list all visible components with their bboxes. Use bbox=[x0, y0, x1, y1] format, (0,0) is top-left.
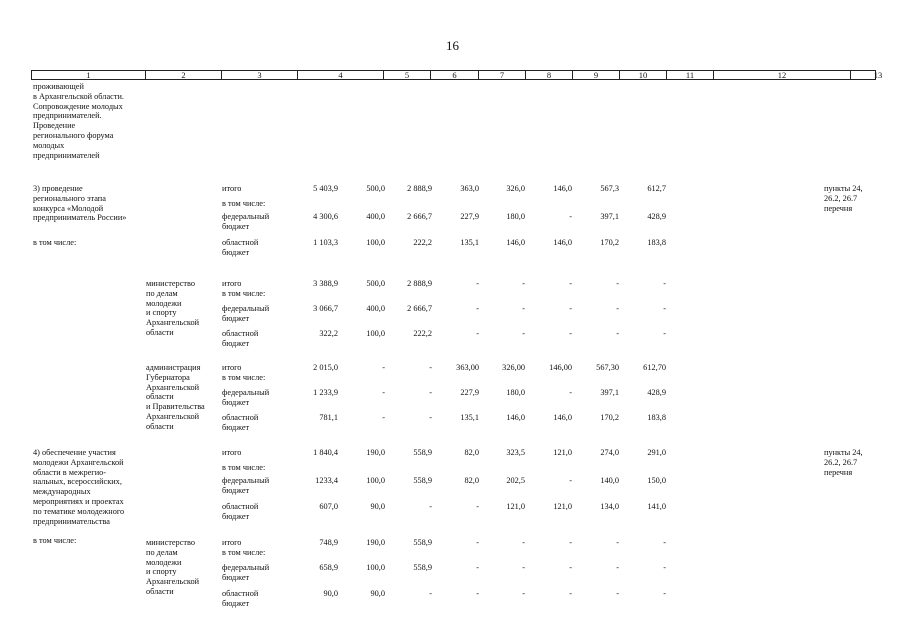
cell-value: 1233,4 bbox=[315, 476, 338, 485]
col-header: 1 bbox=[32, 71, 146, 79]
row-label: итого в том числе: bbox=[222, 538, 266, 557]
row-label: областной бюджет bbox=[222, 238, 259, 257]
cell-value: 180,0 bbox=[506, 212, 525, 221]
cell-value: 612,70 bbox=[643, 363, 666, 372]
row-label: итого в том числе: bbox=[222, 363, 266, 382]
row-label: федеральный бюджет bbox=[222, 304, 270, 323]
page-number: 16 bbox=[446, 38, 459, 53]
cell-value: 658,9 bbox=[319, 563, 338, 572]
cell-value: - bbox=[476, 563, 479, 572]
cell-value: - bbox=[569, 589, 572, 598]
cell-value: 140,0 bbox=[600, 476, 619, 485]
cell-value: 400,0 bbox=[366, 212, 385, 221]
cell-value: 1 840,4 bbox=[313, 448, 338, 457]
cell-value: - bbox=[522, 589, 525, 598]
cell-value: - bbox=[429, 363, 432, 372]
col-header: 7 bbox=[479, 71, 526, 79]
cell-value: - bbox=[616, 563, 619, 572]
cell-value: - bbox=[569, 538, 572, 547]
cell-value: 141,0 bbox=[647, 502, 666, 511]
cell-value: 397,1 bbox=[600, 212, 619, 221]
cell-value: 170,2 bbox=[600, 413, 619, 422]
cell-value: - bbox=[569, 476, 572, 485]
cell-value: 190,0 bbox=[366, 448, 385, 457]
cell-value: 567,30 bbox=[596, 363, 619, 372]
cell-value: - bbox=[663, 589, 666, 598]
col-header: 2 bbox=[146, 71, 222, 79]
cell-value: 146,0 bbox=[506, 238, 525, 247]
cell-value: - bbox=[569, 279, 572, 288]
cell-value: - bbox=[569, 388, 572, 397]
cell-value: 323,5 bbox=[506, 448, 525, 457]
cell-value: 274,0 bbox=[600, 448, 619, 457]
cell-value: 146,0 bbox=[553, 238, 572, 247]
cell-value: 748,9 bbox=[319, 538, 338, 547]
cell-value: 397,1 bbox=[600, 388, 619, 397]
cell-value: 363,00 bbox=[456, 363, 479, 372]
col-header: 12 bbox=[714, 71, 851, 79]
cell-value: 1 233,9 bbox=[313, 388, 338, 397]
section-title: 4) обеспечение участия молодежи Архангельской области в межрегио- нальных, всероссийских, международных мероприятиях и проектах по тематике молодежного предпринимательства bbox=[33, 448, 125, 526]
cell-value: - bbox=[616, 538, 619, 547]
row-label: итого в том числе: bbox=[222, 279, 266, 298]
cell-value: - bbox=[569, 329, 572, 338]
cell-value: - bbox=[476, 329, 479, 338]
col-header: 11 bbox=[667, 71, 714, 79]
executor-name: министерство по делам молодежи и спорту Архангельской области bbox=[146, 538, 200, 596]
cell-value: 100,0 bbox=[366, 563, 385, 572]
cell-value: 500,0 bbox=[366, 279, 385, 288]
cell-value: 82,0 bbox=[464, 448, 479, 457]
cell-value: 500,0 bbox=[366, 184, 385, 193]
cell-value: - bbox=[522, 329, 525, 338]
cell-value: 322,2 bbox=[319, 329, 338, 338]
cell-value: 190,0 bbox=[366, 538, 385, 547]
cell-value: 146,0 bbox=[506, 413, 525, 422]
points-reference: пункты 24, 26.2, 26.7 перечня bbox=[824, 184, 863, 213]
cell-value: 121,0 bbox=[506, 502, 525, 511]
cell-value: - bbox=[569, 563, 572, 572]
cell-value: 135,1 bbox=[460, 413, 479, 422]
cell-value: - bbox=[382, 388, 385, 397]
col-header: 9 bbox=[573, 71, 620, 79]
row-label: федеральный бюджет bbox=[222, 212, 270, 231]
row-label: областной бюджет bbox=[222, 589, 259, 608]
cell-value: 558,9 bbox=[413, 563, 432, 572]
cell-value: - bbox=[663, 563, 666, 572]
col-header: 6 bbox=[431, 71, 479, 79]
cell-value: 100,0 bbox=[366, 238, 385, 247]
col-header: 3 bbox=[222, 71, 298, 79]
cell-value: 146,00 bbox=[549, 363, 572, 372]
cell-value: - bbox=[522, 538, 525, 547]
row-label: федеральный бюджет bbox=[222, 563, 270, 582]
row-label: в том числе: bbox=[222, 199, 266, 208]
cell-value: 121,0 bbox=[553, 502, 572, 511]
col-header: 5 bbox=[384, 71, 431, 79]
cell-value: - bbox=[476, 304, 479, 313]
cell-value: 326,00 bbox=[502, 363, 525, 372]
executor-name: администрация Губернатора Архангельской области и Правительства Архангельской области bbox=[146, 363, 205, 431]
cell-value: - bbox=[569, 212, 572, 221]
cell-value: - bbox=[663, 304, 666, 313]
points-reference: пункты 24, 26.2, 26.7 перечня bbox=[824, 448, 863, 477]
cell-value: - bbox=[382, 413, 385, 422]
cell-value: 183,8 bbox=[647, 238, 666, 247]
col-header: 4 bbox=[298, 71, 384, 79]
row-label: федеральный бюджет bbox=[222, 476, 270, 495]
cell-value: 100,0 bbox=[366, 329, 385, 338]
cell-value: - bbox=[476, 279, 479, 288]
table-header bbox=[31, 70, 883, 80]
cell-value: 100,0 bbox=[366, 476, 385, 485]
cell-value: 3 388,9 bbox=[313, 279, 338, 288]
cell-value: 5 403,9 bbox=[313, 184, 338, 193]
in-that-number-label: в том числе: bbox=[33, 238, 77, 247]
cell-value: 781,1 bbox=[319, 413, 338, 422]
section-title: 3) проведение регионального этапа конкурса «Молодой предприниматель России» bbox=[33, 184, 127, 223]
col-header: 13 bbox=[873, 70, 883, 80]
cell-value: 150,0 bbox=[647, 476, 666, 485]
cell-value: 3 066,7 bbox=[313, 304, 338, 313]
cell-value: 558,9 bbox=[413, 476, 432, 485]
cell-value: 180,0 bbox=[506, 388, 525, 397]
cell-value: - bbox=[429, 388, 432, 397]
cell-value: 558,9 bbox=[413, 448, 432, 457]
row-label: итого bbox=[222, 448, 242, 457]
cell-value: 82,0 bbox=[464, 476, 479, 485]
cell-value: 202,5 bbox=[506, 476, 525, 485]
cell-value: - bbox=[429, 502, 432, 511]
cell-value: 170,2 bbox=[600, 238, 619, 247]
row-label: областной бюджет bbox=[222, 413, 259, 432]
cell-value: 326,0 bbox=[506, 184, 525, 193]
cell-value: - bbox=[382, 363, 385, 372]
cell-value: - bbox=[616, 304, 619, 313]
cell-value: - bbox=[522, 304, 525, 313]
cell-value: 1 103,3 bbox=[313, 238, 338, 247]
cell-value: 121,0 bbox=[553, 448, 572, 457]
cell-value: - bbox=[429, 413, 432, 422]
cell-value: 558,9 bbox=[413, 538, 432, 547]
cell-value: - bbox=[616, 279, 619, 288]
cell-value: - bbox=[522, 279, 525, 288]
cell-value: 2 888,9 bbox=[407, 279, 432, 288]
cell-value: - bbox=[663, 329, 666, 338]
in-that-number-label: в том числе: bbox=[33, 536, 77, 545]
cell-value: 607,0 bbox=[319, 502, 338, 511]
cell-value: 2 015,0 bbox=[313, 363, 338, 372]
cell-value: 146,0 bbox=[553, 413, 572, 422]
cell-value: - bbox=[616, 329, 619, 338]
cell-value: 134,0 bbox=[600, 502, 619, 511]
col-header: 8 bbox=[526, 71, 573, 79]
cell-value: 291,0 bbox=[647, 448, 666, 457]
cell-value: - bbox=[476, 538, 479, 547]
cell-value: 2 888,9 bbox=[407, 184, 432, 193]
cell-value: 428,9 bbox=[647, 212, 666, 221]
cell-value: 146,0 bbox=[553, 184, 572, 193]
row-label: областной бюджет bbox=[222, 502, 259, 521]
cell-value: 400,0 bbox=[366, 304, 385, 313]
cell-value: 90,0 bbox=[370, 589, 385, 598]
cell-value: 90,0 bbox=[323, 589, 338, 598]
cell-value: 428,9 bbox=[647, 388, 666, 397]
cell-value: 135,1 bbox=[460, 238, 479, 247]
cell-value: 363,0 bbox=[460, 184, 479, 193]
cell-value: 227,9 bbox=[460, 388, 479, 397]
cell-value: - bbox=[569, 304, 572, 313]
row-label: в том числе: bbox=[222, 463, 266, 472]
row-label: итого bbox=[222, 184, 242, 193]
cell-value: - bbox=[522, 563, 525, 572]
cell-value: 2 666,7 bbox=[407, 212, 432, 221]
row-label: федеральный бюджет bbox=[222, 388, 270, 407]
cell-value: - bbox=[429, 589, 432, 598]
cell-value: 227,9 bbox=[460, 212, 479, 221]
intro-text: проживающей в Архангельской области. Сопровождение молодых предпринимателей. Проведение регионального форума молодых предпринимателей bbox=[33, 82, 124, 160]
cell-value: 222,2 bbox=[413, 238, 432, 247]
cell-value: 222,2 bbox=[413, 329, 432, 338]
cell-value: - bbox=[476, 502, 479, 511]
cell-value: - bbox=[476, 589, 479, 598]
cell-value: - bbox=[616, 589, 619, 598]
cell-value: - bbox=[663, 279, 666, 288]
cell-value: 183,8 bbox=[647, 413, 666, 422]
cell-value: 2 666,7 bbox=[407, 304, 432, 313]
cell-value: 90,0 bbox=[370, 502, 385, 511]
cell-value: 612,7 bbox=[647, 184, 666, 193]
cell-value: 567,3 bbox=[600, 184, 619, 193]
executor-name: министерство по делам молодежи и спорту Архангельской области bbox=[146, 279, 200, 337]
col-header: 10 bbox=[620, 71, 667, 79]
cell-value: 4 300,6 bbox=[313, 212, 338, 221]
cell-value: - bbox=[663, 538, 666, 547]
row-label: областной бюджет bbox=[222, 329, 259, 348]
